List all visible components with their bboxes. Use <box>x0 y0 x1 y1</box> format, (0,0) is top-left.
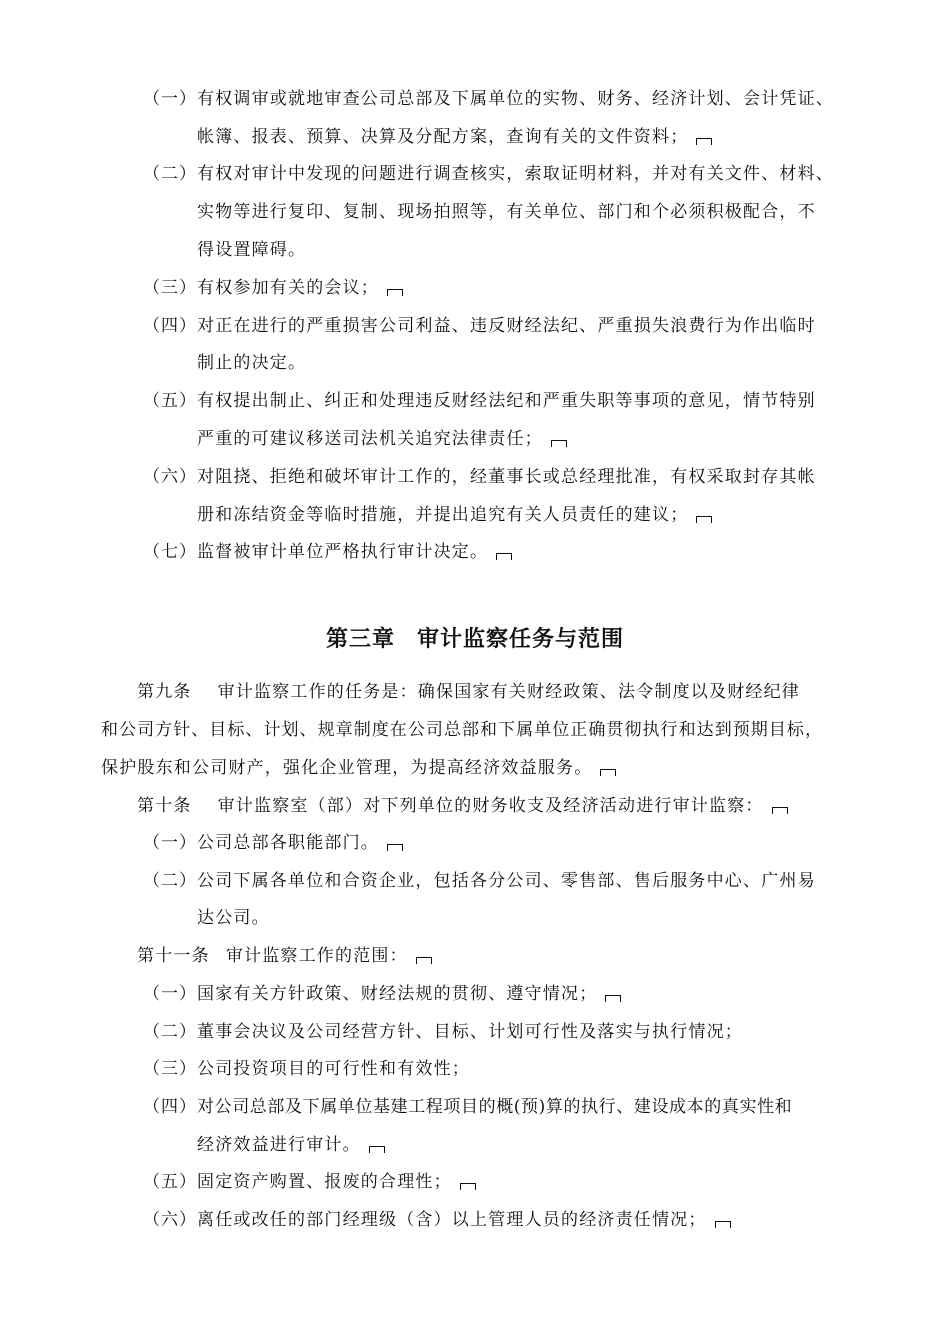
list-number: （七） <box>143 542 197 562</box>
article-9-line: 保护股东和公司财产，强化企业管理，为提高经济效益服务。 <box>101 757 616 779</box>
list-item-line: 公司投资项目的可行性和有效性； <box>197 1059 470 1079</box>
list-number: （一） <box>143 984 197 1004</box>
list-item-line: 达公司。 <box>197 908 270 928</box>
list-number: （六） <box>143 1210 197 1230</box>
list-item-line: 实物等进行复印、复制、现场拍照等，有关单位、部门和个必须积极配合，不 <box>197 202 816 222</box>
list-number: （四） <box>143 316 197 336</box>
paragraph-mark-icon <box>715 1221 731 1228</box>
list-item-line: 监督被审计单位严格执行审计决定。 <box>197 541 512 563</box>
list-number: （四） <box>143 1097 197 1117</box>
list-item-line: 离任或改任的部门经理级（含）以上管理人员的经济责任情况； <box>197 1209 731 1231</box>
list-item-line: 严重的可建议移送司法机关追究法律责任； <box>197 428 567 450</box>
list-number: （三） <box>143 278 197 298</box>
paragraph-mark-icon <box>387 844 403 851</box>
list-item-line: 经济效益进行审计。 <box>197 1134 385 1156</box>
list-item-line: 对阻挠、拒绝和破坏审计工作的，经董事长或总经理批准，有权采取封存其帐 <box>197 467 816 487</box>
list-item-line: 有权对审计中发现的问题进行调查核实，索取证明材料，并对有关文件、材料、 <box>197 164 834 184</box>
list-number: （一） <box>143 89 197 109</box>
list-number: （二） <box>143 871 197 891</box>
paragraph-mark-icon <box>772 807 788 814</box>
list-item-line: 帐簿、报表、预算、决算及分配方案，查询有关的文件资料； <box>197 126 712 148</box>
article-10-line: 第十条 审计监察室（部）对下列单位的财务收支及经济活动进行审计监察： <box>137 795 788 817</box>
article-9-line: 和公司方针、目标、计划、规章制度在公司总部和下属单位正确贯彻执行和达到预期目标， <box>101 720 823 740</box>
paragraph-mark-icon <box>496 553 512 560</box>
article-label: 第十条 <box>137 796 192 816</box>
list-item-line: 有权调审或就地审查公司总部及下属单位的实物、财务、经济计划、会计凭证、 <box>197 89 834 109</box>
list-number: （三） <box>143 1059 197 1079</box>
list-number: （五） <box>143 1172 197 1192</box>
paragraph-mark-icon <box>551 440 567 447</box>
list-item-line: 对正在进行的严重损害公司利益、违反财经法纪、严重损失浪费行为作出临时 <box>197 316 816 336</box>
paragraph-mark-icon <box>696 516 712 523</box>
paragraph-mark-icon <box>696 138 712 145</box>
article-11-line: 第十一条 审计监察工作的范围： <box>137 945 432 967</box>
list-item-line: 公司下属各单位和合资企业，包括各分公司、零售部、售后服务中心、广州易 <box>197 871 816 891</box>
list-item-line: 有权参加有关的会议； <box>197 277 403 299</box>
article-9-line: 第九条 审计监察工作的任务是：确保国家有关财经政策、法令制度以及财经纪律 <box>137 682 801 702</box>
list-number: （二） <box>143 164 197 184</box>
list-item-line: 国家有关方针政策、财经法规的贯彻、遵守情况； <box>197 983 621 1005</box>
list-item-line: 制止的决定。 <box>197 353 307 373</box>
paragraph-mark-icon <box>369 1146 385 1153</box>
list-item-line: 固定资产购置、报废的合理性； <box>197 1171 476 1193</box>
paragraph-mark-icon <box>387 289 403 296</box>
list-number: （六） <box>143 467 197 487</box>
paragraph-mark-icon <box>416 957 432 964</box>
list-number: （五） <box>143 391 197 411</box>
paragraph-mark-icon <box>605 995 621 1002</box>
list-number: （一） <box>143 833 197 853</box>
list-item-line: 公司总部各职能部门。 <box>197 832 403 854</box>
list-number: （二） <box>143 1022 197 1042</box>
list-item-line: 对公司总部及下属单位基建工程项目的概(预)算的执行、建设成本的真实性和 <box>197 1097 793 1117</box>
paragraph-mark-icon <box>600 769 616 776</box>
paragraph-mark-icon <box>460 1183 476 1190</box>
chapter-title: 第三章 审计监察任务与范围 <box>325 627 625 652</box>
list-item-line: 得设置障碍。 <box>197 240 307 260</box>
list-item-line: 册和冻结资金等临时措施，并提出追究有关人员责任的建议； <box>197 504 712 526</box>
list-item-line: 有权提出制止、纠正和处理违反财经法纪和严重失职等事项的意见，情节特别 <box>197 391 816 411</box>
article-label: 第十一条 <box>137 946 210 966</box>
list-item-line: 董事会决议及公司经营方针、目标、计划可行性及落实与执行情况； <box>197 1022 743 1042</box>
article-label: 第九条 <box>137 682 192 702</box>
